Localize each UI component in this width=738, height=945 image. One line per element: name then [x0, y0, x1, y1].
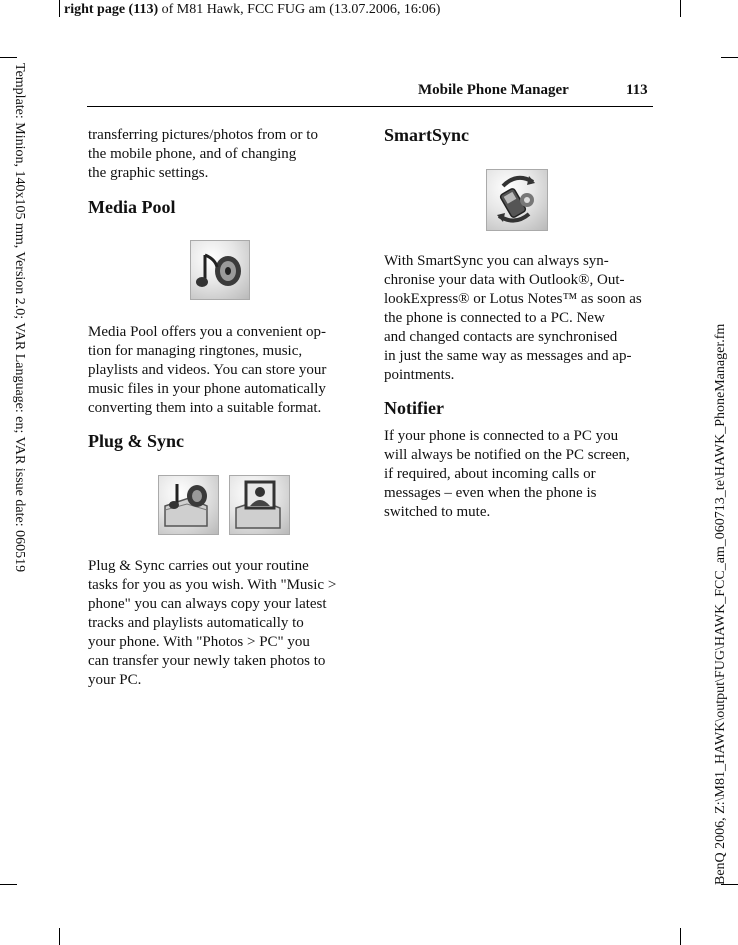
smartsync-line: chronise your data with Outlook®, Out- [384, 272, 625, 288]
plug-sync-heading: Plug & Sync [88, 431, 185, 451]
crop-mark [680, 0, 681, 17]
intro-line: transferring pictures/photos from or to [88, 127, 318, 143]
template-info-text: Template: Minion, 140x105 mm, Version 2.0; VAR Language: en; VAR issue date: 060519 [12, 63, 27, 573]
media-pool-line: converting them into a suitable format. [88, 400, 322, 416]
notifier-body [384, 427, 656, 522]
plug-sync-line: your phone. With "Photos > PC" you [88, 634, 310, 650]
smartsync-line: With SmartSync you can always syn- [384, 253, 609, 269]
page-number: 113 [626, 82, 648, 98]
media-pool-line: Media Pool offers you a convenient op- [88, 324, 327, 340]
media-pool-line: music files in your phone automatically [88, 381, 326, 397]
smartsync-heading: SmartSync [384, 125, 469, 145]
notifier-line: if required, about incoming calls or [384, 466, 596, 482]
photo-folder-sync-icon [229, 475, 290, 535]
file-path-text: BenQ 2006, Z:\M81_HAWK\output\FUG\HAWK_FCC_am_060713_te\HAWK_PhoneManager.fm [713, 323, 728, 885]
plug-sync-line: tracks and playlists automatically to [88, 615, 304, 631]
notifier-line: messages – even when the phone is [384, 485, 597, 501]
file-path-vertical [711, 205, 729, 885]
smartsync-line: pointments. [384, 367, 455, 383]
file-info-bold: right page (113) [64, 2, 159, 17]
intro-line: the mobile phone, and of changing [88, 146, 297, 162]
smartsync-line: and changed contacts are synchronised [384, 329, 618, 345]
header-rule [87, 106, 653, 107]
media-pool-body [88, 323, 356, 418]
crop-mark [721, 57, 738, 58]
plug-sync-line: phone" you can always copy your latest [88, 596, 327, 612]
media-pool-heading: Media Pool [88, 197, 176, 217]
smartsync-line: lookExpress® or Lotus Notes™ as soon as [384, 291, 642, 307]
smartsync-phone-icon [486, 169, 548, 231]
media-pool-music-icon [190, 240, 250, 300]
notifier-heading: Notifier [384, 398, 444, 418]
crop-mark [0, 884, 17, 885]
crop-mark [59, 928, 60, 945]
running-title: Mobile Phone Manager [418, 82, 569, 98]
left-column [88, 126, 356, 183]
notifier-line: If your phone is connected to a PC you [384, 428, 619, 444]
media-pool-line: playlists and videos. You can store your [88, 362, 327, 378]
plug-sync-line: Plug & Sync carries out your routine [88, 558, 309, 574]
notifier-line: will always be notified on the PC screen, [384, 447, 630, 463]
file-info-line [64, 2, 440, 18]
intro-line: the graphic settings. [88, 165, 209, 181]
plug-sync-line: can transfer your newly taken photos to [88, 653, 326, 669]
crop-mark [59, 0, 60, 17]
music-folder-sync-icon [158, 475, 219, 535]
crop-mark [680, 928, 681, 945]
plug-sync-line: tasks for you as you wish. With "Music > [88, 577, 337, 593]
notifier-line: switched to mute. [384, 504, 491, 520]
smartsync-line: in just the same way as messages and ap- [384, 348, 632, 364]
file-info-rest: of M81 Hawk, FCC FUG am (13.07.2006, 16:06) [158, 2, 441, 17]
plug-sync-line: your PC. [88, 672, 142, 688]
smartsync-line: the phone is connected to a PC. New [384, 310, 605, 326]
smartsync-body [384, 252, 656, 385]
crop-mark [0, 57, 17, 58]
plug-sync-body [88, 557, 356, 690]
template-info-vertical [13, 63, 29, 663]
media-pool-line: tion for managing ringtones, music, [88, 343, 303, 359]
